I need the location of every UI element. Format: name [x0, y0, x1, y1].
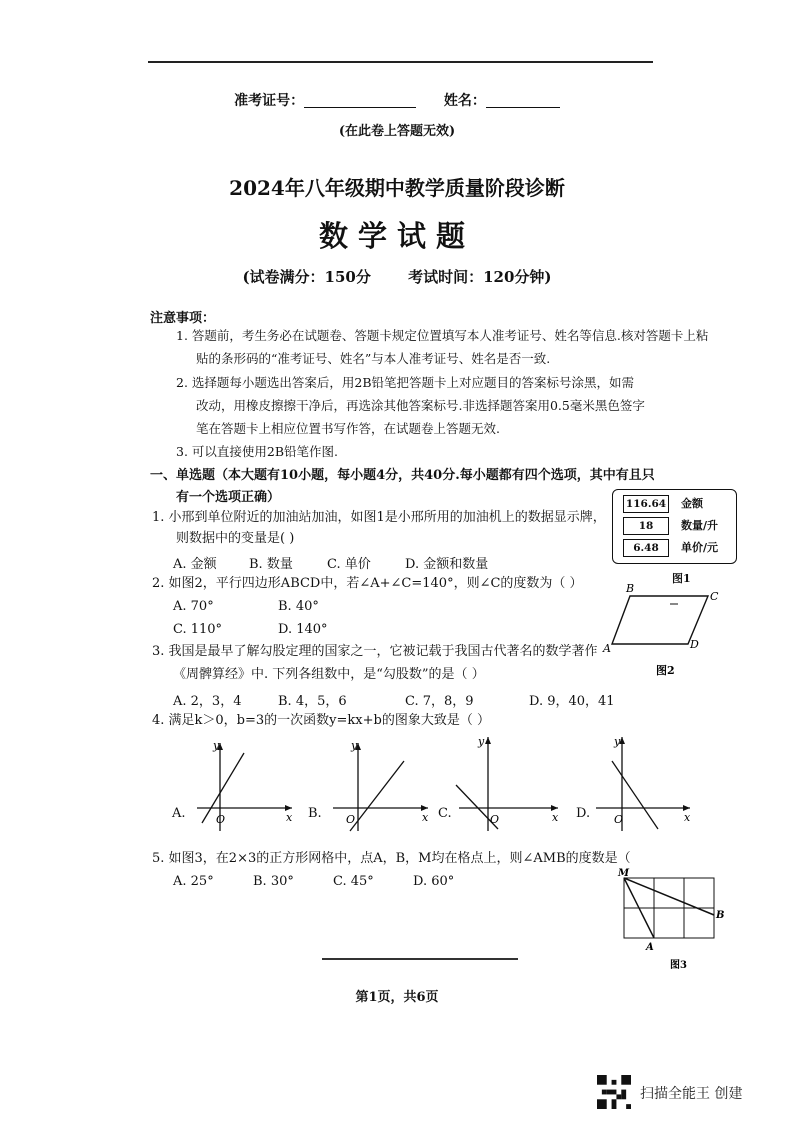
pump-row-unit-price [623, 539, 718, 557]
notice-item-1-line-2: 贴的条形码的“准考证号、姓名”与本人准考证号、姓名是否一致. [196, 351, 551, 366]
x-label: x [422, 811, 429, 824]
q3-option-b[interactable]: B. 4，5，6 [278, 694, 347, 709]
vertex-d-label: D [690, 638, 699, 651]
figure-2-caption: 图2 [656, 664, 675, 677]
q4-graph-b [328, 735, 434, 833]
pump-label-quantity: 数量/升 [681, 519, 719, 532]
q5-stem: 5. 如图3，在2×3的正方形网格中，点A，B，M均在格点上，则∠AMB的度数是（ [152, 851, 631, 866]
segment-mb [624, 878, 714, 915]
name-label: 姓名： [443, 93, 486, 109]
exam-time: 考试时间：120分钟) [408, 268, 552, 286]
figure-1-caption: 图1 [672, 572, 691, 585]
fuel-pump-display [612, 489, 737, 564]
notice-item-3: 3. 可以直接使用2B铅笔作图. [176, 444, 339, 459]
y-label: y [478, 735, 485, 748]
x-label: x [552, 811, 559, 824]
vertex-c-label: C [710, 590, 719, 603]
y-label: y [351, 739, 358, 752]
figure-3-caption: 图3 [670, 960, 687, 971]
pump-row-amount [623, 495, 703, 513]
top-rule [148, 61, 653, 63]
q3-option-c[interactable]: C. 7，8，9 [405, 694, 474, 709]
vertex-a-label: A [603, 642, 611, 655]
q5-option-b[interactable]: B. 30° [253, 874, 294, 889]
exam-title: 2024年八年级期中教学质量阶段诊断 [229, 176, 565, 200]
q1-option-b[interactable]: B. 数量 [249, 557, 293, 572]
exam-id-label: 准考证号： [234, 93, 305, 109]
pump-value-amount: 116.64 [623, 495, 669, 513]
pump-row-quantity [623, 517, 718, 535]
q4-stem: 4. 满足k＞0，b=3的一次函数y=kx+b的图象大致是（ ） [152, 713, 490, 728]
subject-title: 数学试题 [318, 219, 475, 253]
invalid-note: (在此卷上答题无效) [338, 124, 456, 139]
q1-option-d[interactable]: D. 金额和数量 [405, 557, 489, 572]
x-label: x [286, 811, 293, 824]
scanner-watermark: 扫描全能王 创建 [640, 1086, 743, 1102]
notice-heading: 注意事项： [150, 311, 216, 326]
square-grid [624, 878, 714, 938]
q1-stem-line-2: 则数据中的变量是( ) [176, 531, 295, 546]
notice-item-2-line-1: 2. 选择题每小题选出答案后，用2B铅笔把答题卡上对应题目的答案标号涂黑，如需 [176, 375, 635, 390]
footer-rule [322, 958, 518, 960]
point-a-label: A [646, 942, 654, 953]
q4-option-a[interactable]: A. [172, 806, 186, 821]
pump-value-quantity: 18 [623, 517, 669, 535]
origin-label: O [614, 813, 624, 826]
q4-option-d[interactable]: D. [576, 806, 591, 821]
q4-option-b[interactable]: B. [308, 806, 322, 821]
y-label: y [614, 735, 621, 748]
pump-value-unit-price: 6.48 [623, 539, 669, 557]
q2-option-d[interactable]: D. 140° [278, 622, 328, 637]
page-number: 第1页，共6页 [355, 990, 439, 1005]
q3-stem-line-2: 《周髀算经》中. 下列各组数中，是“勾股数”的是（ ） [173, 667, 485, 682]
origin-label: O [346, 813, 356, 826]
q4-graph-d [594, 733, 696, 833]
q1-stem-line-1: 1. 小邢到单位附近的加油站加油，如图1是小邢所用的加油机上的数据显示牌， [152, 510, 606, 525]
q3-stem-line-1: 3. 我国是最早了解勾股定理的国家之一，它被记载于我国古代著名的数学著作 [152, 644, 598, 659]
origin-label: O [490, 813, 500, 826]
notice-item-2-line-3: 笔在答题卡上相应位置书写作答，在试题卷上答题无效. [196, 421, 500, 436]
q4-graph-a [192, 735, 298, 833]
y-label: y [213, 739, 220, 752]
parallelogram-shape [612, 596, 708, 644]
x-label: x [684, 811, 691, 824]
q3-option-d[interactable]: D. 9，40，41 [529, 694, 615, 709]
origin-label: O [216, 813, 226, 826]
point-m-label: M [618, 868, 630, 879]
q2-option-c[interactable]: C. 110° [173, 622, 223, 637]
figure-3-grid [614, 866, 728, 976]
exam-id-field[interactable] [304, 93, 416, 108]
q5-option-d[interactable]: D. 60° [413, 874, 455, 889]
q5-option-a[interactable]: A. 25° [173, 874, 214, 889]
candidate-info-row [0, 90, 794, 110]
point-b-label: B [716, 910, 725, 921]
q3-option-a[interactable]: A. 2，3，4 [173, 694, 242, 709]
q1-option-a[interactable]: A. 金额 [173, 557, 217, 572]
q2-stem: 2. 如图2，平行四边形ABCD中，若∠A+∠C=140°，则∠C的度数为（ ） [152, 576, 583, 591]
q4-graph-c [454, 733, 564, 833]
q5-option-c[interactable]: C. 45° [333, 874, 374, 889]
section-1-heading-line-1: 一、单选题（本大题有10小题，每小题4分，共40分.每小题都有四个选项，其中有且只 [150, 468, 655, 483]
q1-option-c[interactable]: C. 单价 [327, 557, 371, 572]
q2-option-b[interactable]: B. 40° [278, 599, 319, 614]
q2-option-a[interactable]: A. 70° [173, 599, 214, 614]
figure-2-parallelogram [600, 578, 730, 678]
qr-code-icon [597, 1075, 631, 1109]
name-field[interactable] [486, 93, 560, 108]
exam-meta [0, 266, 794, 287]
pump-label-unit-price: 单价/元 [681, 541, 719, 554]
pump-label-amount: 金额 [681, 497, 703, 510]
vertex-b-label: B [626, 582, 635, 595]
section-1-heading-line-2: 有一个选项正确） [176, 490, 281, 505]
y-axis-arrow-icon [485, 737, 491, 744]
notice-item-2-line-2: 改动，用橡皮擦擦干净后，再选涂其他答案标号.非选择题答案用0.5毫米黑色签字 [196, 398, 645, 413]
full-score: (试卷满分：150分 [242, 268, 371, 286]
q4-option-c[interactable]: C. [438, 806, 452, 821]
notice-item-1-line-1: 1. 答题前，考生务必在试题卷、答题卡规定位置填写本人准考证号、姓名等信息.核对答题卡上粘 [176, 328, 709, 343]
